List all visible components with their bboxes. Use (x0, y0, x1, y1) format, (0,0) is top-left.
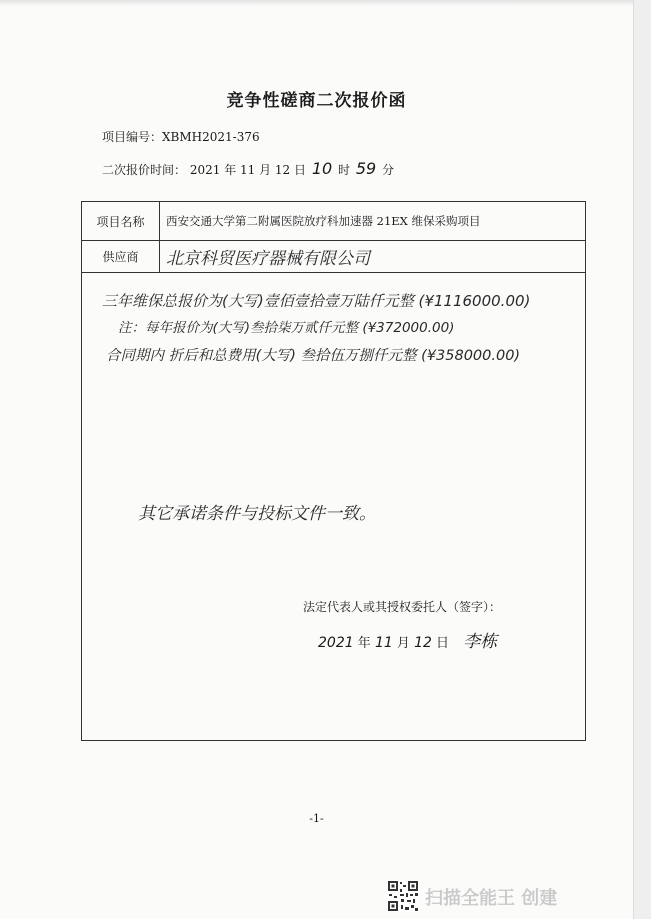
commitment-line: 其它承诺条件与投标文件一致。 (138, 504, 376, 524)
project-name-value: 西安交通大学第二附属医院放疗科加速器 21EX 维保采购项目 (166, 214, 481, 228)
signature-month: 11 (374, 635, 393, 651)
quote-table (81, 201, 586, 741)
project-number (102, 128, 260, 145)
signature-year-unit: 年 (357, 636, 371, 651)
signature-year: 2021 (318, 635, 354, 651)
project-number-label: 项目编号： (102, 130, 163, 144)
supplier-label: 供应商 (82, 240, 160, 272)
project-name-row (82, 202, 585, 241)
scan-top-edge (0, 0, 633, 6)
signature-date (318, 627, 497, 652)
scanner-watermark: 扫描全能王 创建 (425, 888, 558, 909)
quote-time-hour: 10 (311, 159, 333, 178)
qr-code-icon (387, 880, 419, 912)
quote-discount-line: 合同期内 折后和总费用(大写) 叁拾伍万捌仟元整 (¥358000.00) (106, 348, 521, 364)
quote-time-date: 2021 年 11 月 12 日 (189, 163, 306, 177)
quote-time-minute: 59 (355, 159, 377, 178)
scan-right-edge (633, 0, 651, 919)
signature-month-unit: 月 (396, 636, 410, 651)
signature-day-unit: 日 (436, 636, 450, 651)
quote-time-minute-unit: 分 (382, 163, 395, 177)
quote-time (102, 159, 394, 178)
quote-annual-line: 注：每年报价为(大写)叁拾柒万贰仟元整 (¥372000.00) (118, 320, 455, 336)
supplier-row (82, 240, 585, 273)
signature-day: 12 (414, 635, 432, 651)
page-number: -1- (309, 812, 324, 825)
document-title: 竞争性磋商二次报价函 (226, 91, 407, 111)
project-name-label: 项目名称 (82, 202, 160, 240)
quote-time-label: 二次报价时间： (102, 163, 187, 177)
quote-time-hour-unit: 时 (338, 163, 351, 177)
signature-label: 法定代表人或其授权委托人（签字）： (303, 600, 502, 614)
project-number-value: XBMH2021-376 (162, 130, 260, 144)
quote-total-line: 三年维保总报价为(大写)壹佰壹拾壹万陆仟元整 (¥1116000.00) (102, 292, 531, 310)
supplier-value: 北京科贸医疗器械有限公司 (166, 249, 370, 269)
signature-name: 李栋 (463, 632, 498, 652)
